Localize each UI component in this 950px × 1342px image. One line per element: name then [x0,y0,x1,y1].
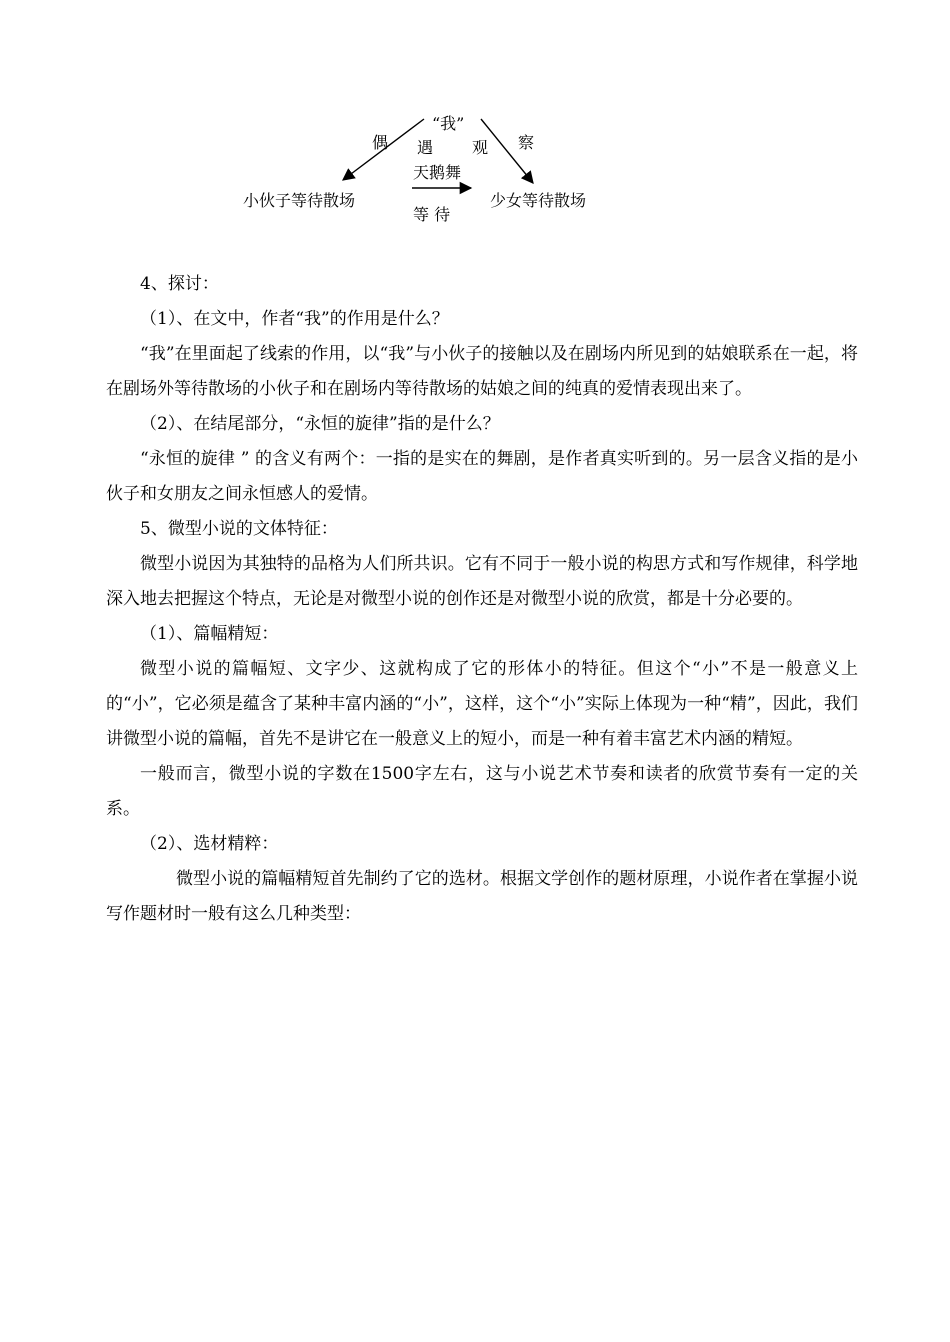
subheading-1: （1）、篇幅精短： [140,624,279,644]
diagram-arrow-top-label: 天鹅舞 [413,163,462,182]
diagram-left-top-label: 偶 [372,133,389,152]
answer-1: “我”在里面起了线索的作用，以“我”与小伙子的接触以及在剧场内所见到的姑娘联系在一起，将在剧场外等待散场的小伙子和在剧场内等待散场的姑娘之间的纯真的爱情表现出来了。 [106,344,858,399]
diagram-right-node: 少女等待散场 [490,191,587,210]
section-heading-5: 5、微型小说的文体特征： [140,519,338,539]
relationship-diagram [0,0,950,240]
diagram-right-mid-label: 观 [472,138,489,157]
diagram-left-mid-label: 遇 [417,138,434,157]
paragraph-intro: 微型小说因为其独特的品格为人们所共识。它有不同于一般小说的构思方式和写作规律，科学地深入地去把握这个特点，无论是对微型小说的创作还是对微型小说的欣赏，都是十分必要的。 [106,554,858,609]
question-2: （2）、在结尾部分，“永恒的旋律”指的是什么？ [140,414,500,434]
section-heading-4: 4、探讨： [140,274,219,294]
paragraph-word-count: 一般而言，微型小说的字数在1500字左右，这与小说艺术节奏和读者的欣赏节奏有一定的关系。 [106,764,858,819]
document-body [106,267,858,932]
diagram-left-node: 小伙子等待散场 [243,191,356,210]
paragraph-length: 微型小说的篇幅短、文字少、这就构成了它的形体小的特征。但这个“小”不是一般意义上的“小”，它必须是蕴含了某种丰富内涵的“小”，这样，这个“小”实际上体现为一种“精”，因此，我们讲微型小说的篇幅，首先不是讲它在一般意义上的短小，而是一种有着丰富艺术内涵的精短。 [106,659,858,749]
diagram-arrows [0,0,950,240]
question-1: （1）、在文中，作者“我”的作用是什么？ [140,309,449,329]
diagram-arrow-bottom-label: 等 待 [413,205,451,224]
diagram-center-label: “我” [432,114,465,133]
diagram-right-top-label: 察 [518,133,535,152]
subheading-2: （2）、选材精粹： [140,834,279,854]
answer-2: “永恒的旋律 ” 的含义有两个：一指的是实在的舞剧，是作者真实听到的。另一层含义指的是小伙子和女朋友之间永恒感人的爱情。 [106,449,858,504]
paragraph-material: 微型小说的篇幅精短首先制约了它的选材。根据文学创作的题材原理，小说作者在掌握小说写作题材时一般有这么几种类型： [106,869,858,924]
